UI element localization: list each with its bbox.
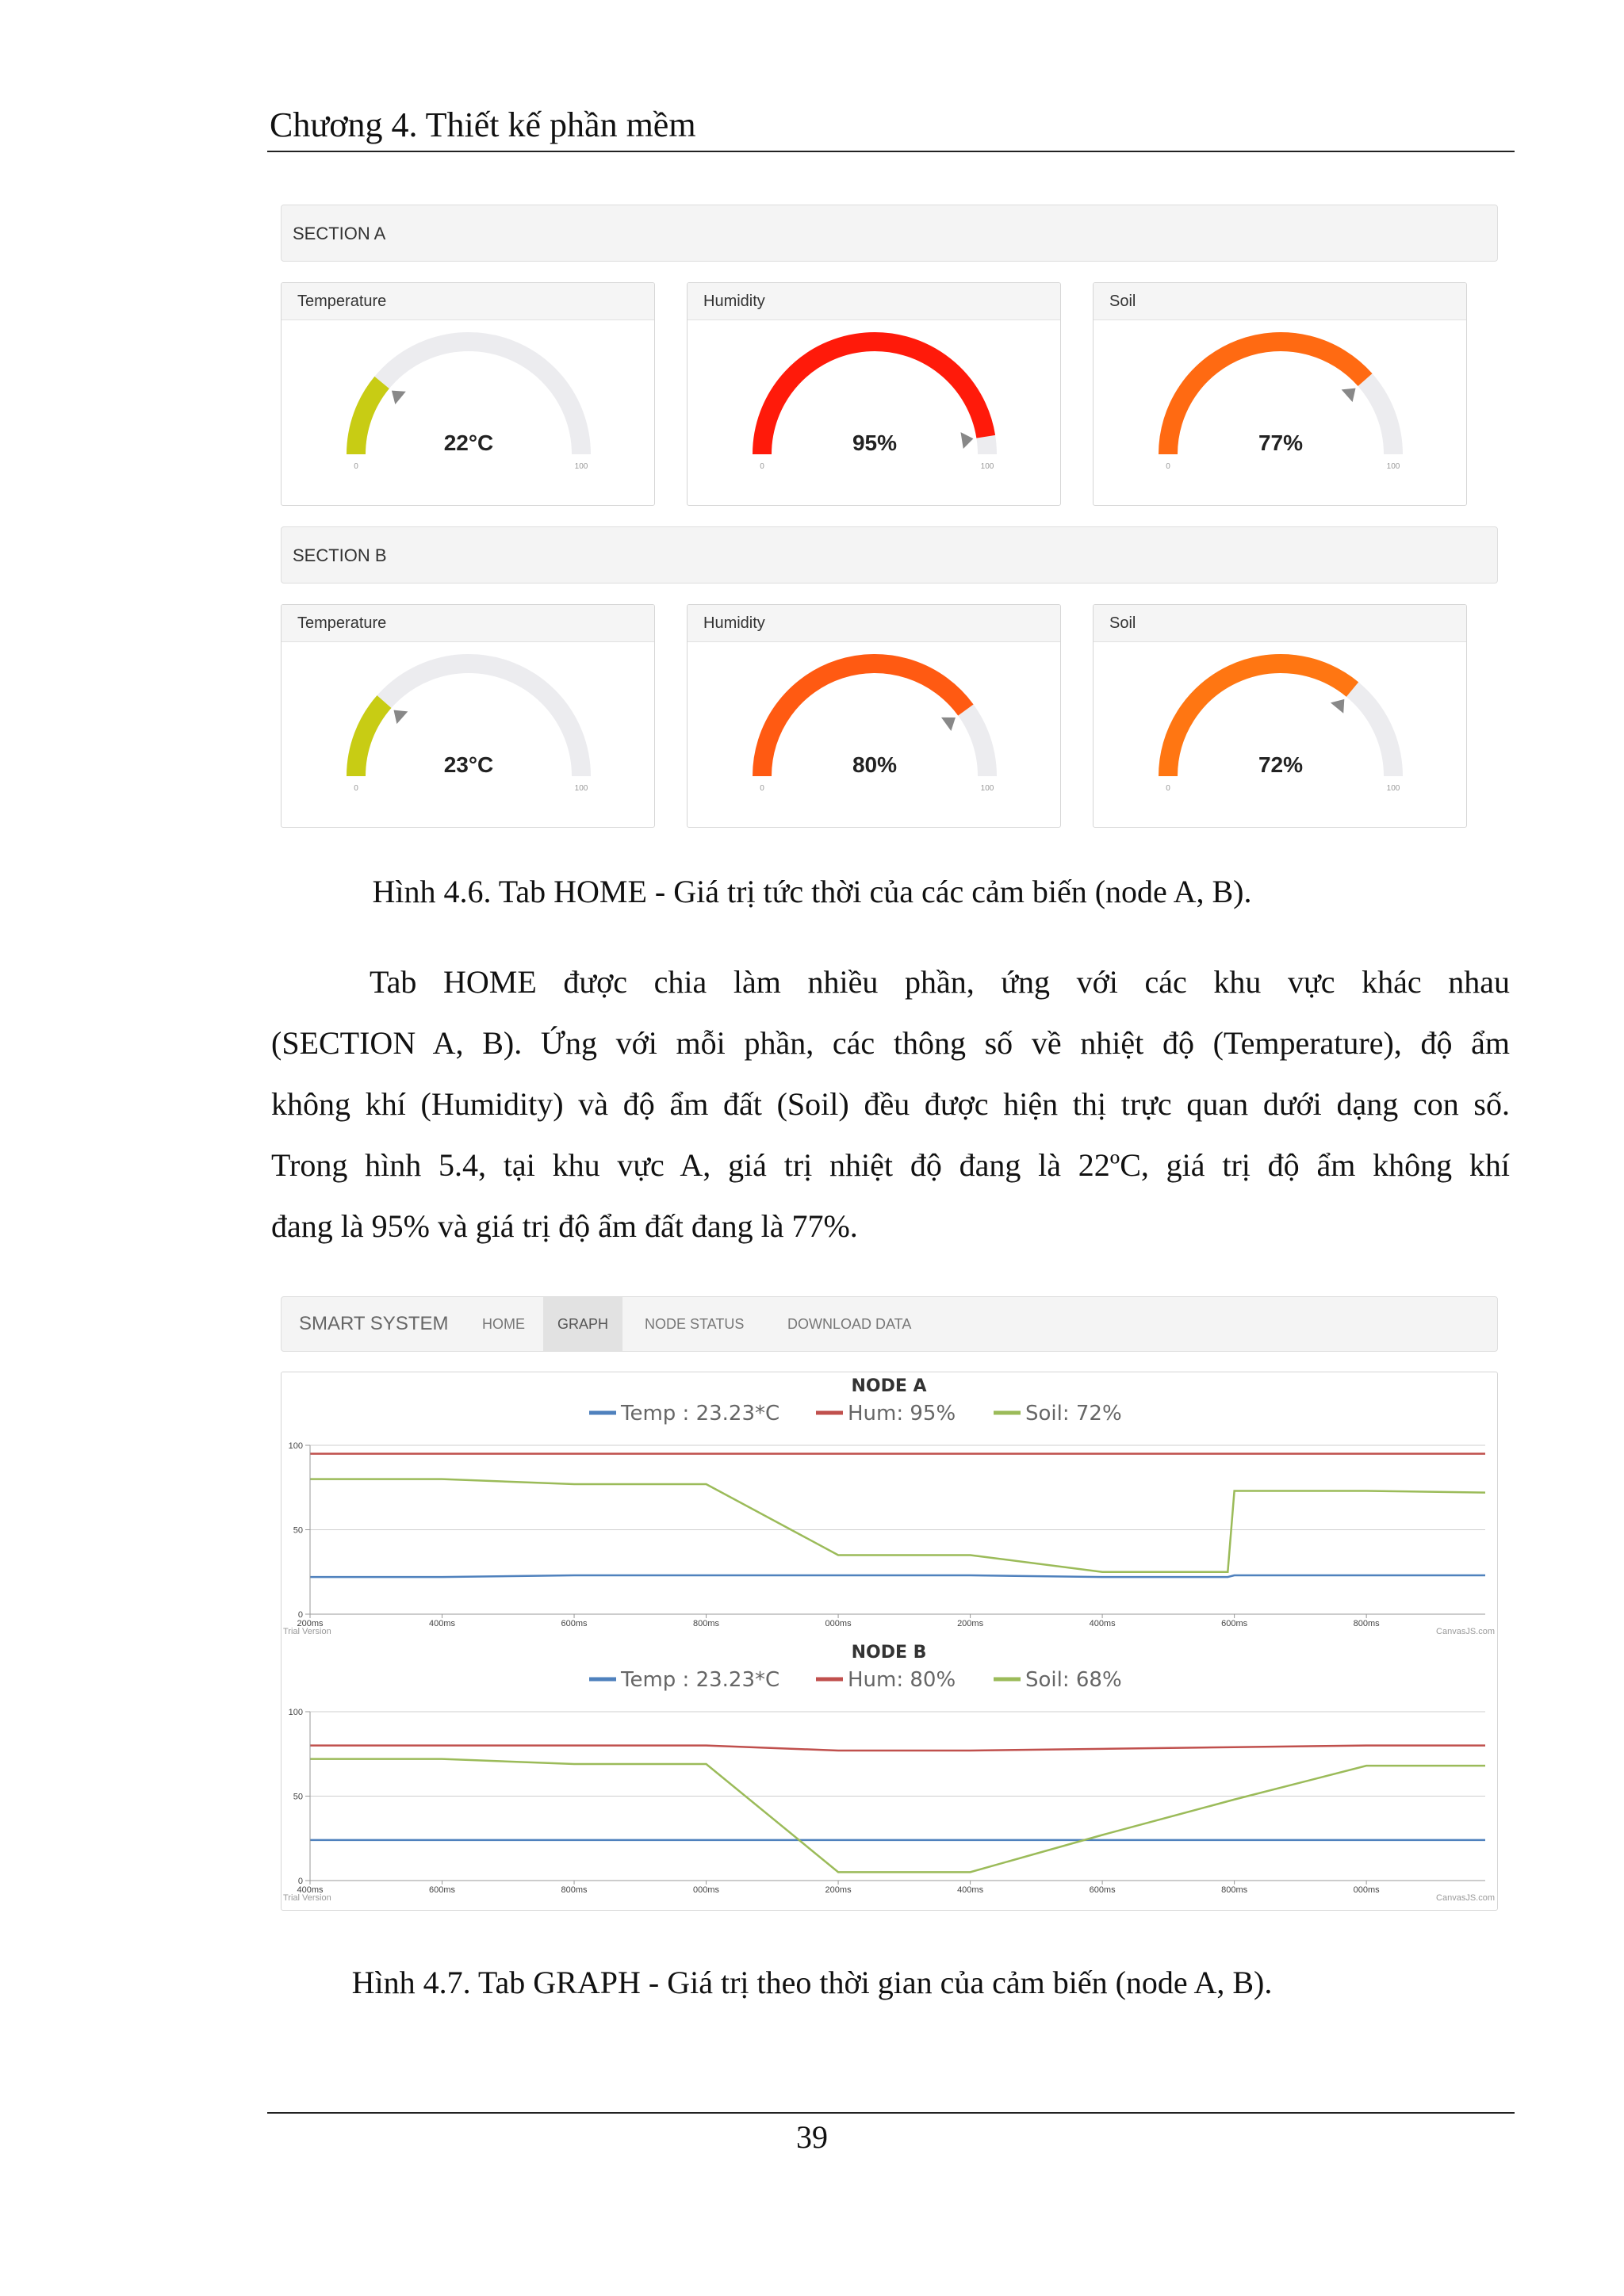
series-line <box>310 1479 1485 1572</box>
gauge-min-label: 0 <box>760 784 764 793</box>
gauge-card-title: Temperature <box>282 283 654 320</box>
x-tick-label: 400ms <box>957 1885 984 1895</box>
x-tick-label: 200ms <box>297 1619 324 1628</box>
paragraph-line: Trong hình 5.4, tại khu vực A, giá trị nhiệt độ đang là 22ºC, giá trị độ ẩm không khí <box>271 1147 1510 1183</box>
chapter-title: Chương 4. Thiết kế phần mềm <box>270 105 696 144</box>
series-line <box>310 1746 1485 1751</box>
y-tick-label: 100 <box>288 1708 303 1717</box>
x-tick-label: 000ms <box>825 1619 852 1628</box>
chart-credit-link[interactable]: CanvasJS.com <box>1436 1627 1495 1636</box>
paragraph-line: không khí (Humidity) và độ ẩm đất (Soil) đều được hiện thị trực quan dưới dạng con số. <box>271 1086 1510 1122</box>
gauge-card-b-temperature <box>281 604 655 828</box>
nav-graph[interactable]: GRAPH <box>543 1297 622 1351</box>
x-tick-label: 000ms <box>1353 1885 1380 1895</box>
gauge-card-title: Soil <box>1094 605 1466 642</box>
x-tick-label: 200ms <box>957 1619 984 1628</box>
legend-label: Soil: 68% <box>1025 1668 1122 1692</box>
footer-rule <box>267 2112 1515 2114</box>
app-navbar <box>281 1296 1498 1352</box>
x-tick-label: 000ms <box>693 1885 720 1895</box>
gauge-pointer-icon <box>1331 699 1344 714</box>
x-tick-label: 200ms <box>825 1885 852 1895</box>
gauge-pointer-icon <box>941 718 956 731</box>
gauge-pointer-icon <box>393 710 408 724</box>
gauge-max-label: 100 <box>1386 462 1400 471</box>
x-tick-label: 600ms <box>561 1619 588 1628</box>
gauge-card-a-humidity <box>687 282 1061 506</box>
gauge-max-label: 100 <box>980 784 994 793</box>
page-number: 39 <box>796 2119 828 2155</box>
x-tick-label: 400ms <box>1089 1619 1116 1628</box>
section-b-header: SECTION B <box>281 526 1498 584</box>
legend-label: Hum: 80% <box>848 1668 956 1692</box>
x-tick-label: 800ms <box>693 1619 720 1628</box>
paragraph-line: (SECTION A, B). Ứng với mỗi phần, các thông số về nhiệt độ (Temperature), độ ẩm <box>271 1025 1510 1061</box>
temperature-gauge <box>282 320 655 506</box>
gauge-max-label: 100 <box>1386 784 1400 793</box>
paragraph-line: Tab HOME được chia làm nhiều phần, ứng với các khu vực khác nhau <box>370 964 1510 1000</box>
soil-gauge <box>1094 320 1467 506</box>
y-tick-label: 50 <box>293 1525 303 1536</box>
gauge-min-label: 0 <box>1166 462 1170 471</box>
legend-label: Temp : 23.23*C <box>621 1668 780 1692</box>
gauge-pointer-icon <box>392 391 406 404</box>
gauge-value: 80% <box>852 752 898 777</box>
humidity-gauge <box>688 320 1061 506</box>
x-tick-label: 600ms <box>1089 1885 1116 1895</box>
x-tick-label: 800ms <box>1221 1885 1248 1895</box>
nav-node-status[interactable]: NODE STATUS <box>645 1316 745 1332</box>
gauge-card-title: Temperature <box>282 605 654 642</box>
watermark-text: Trial Version <box>283 1893 331 1903</box>
y-tick-label: 0 <box>297 1610 303 1620</box>
x-tick-label: 800ms <box>1353 1619 1380 1628</box>
gauge-card-title: Soil <box>1094 283 1466 320</box>
gauge-pointer-icon <box>960 432 973 449</box>
brand-logo[interactable]: SMART SYSTEM <box>299 1313 449 1334</box>
gauge-pointer-icon <box>1342 388 1356 402</box>
soil-gauge <box>1094 641 1467 828</box>
x-tick-label: 800ms <box>561 1885 588 1895</box>
figure-caption: Hình 4.7. Tab GRAPH - Giá trị theo thời gian của cảm biến (node A, B). <box>351 1965 1273 2000</box>
chart-title: NODE A <box>851 1376 927 1396</box>
figure-caption: Hình 4.6. Tab HOME - Giá trị tức thời của các cảm biến (node A, B). <box>372 874 1252 909</box>
sensor-line-charts <box>282 1372 1497 1910</box>
chart-title: NODE B <box>851 1643 927 1663</box>
series-line <box>310 1575 1485 1577</box>
gauge-value: 95% <box>852 430 898 455</box>
gauge-min-label: 0 <box>1166 784 1170 793</box>
gauge-value: 22°C <box>443 430 494 455</box>
x-tick-label: 400ms <box>297 1885 324 1895</box>
watermark-text: Trial Version <box>283 1627 331 1636</box>
gauge-card-b-humidity <box>687 604 1061 828</box>
y-tick-label: 0 <box>297 1877 303 1886</box>
gauge-fill <box>356 382 382 454</box>
gauge-value: 72% <box>1258 752 1304 777</box>
legend-label: Temp : 23.23*C <box>621 1402 780 1425</box>
gauge-card-a-soil <box>1093 282 1467 506</box>
nav-download-data[interactable]: DOWNLOAD DATA <box>787 1316 912 1332</box>
y-tick-label: 50 <box>293 1792 303 1802</box>
gauge-min-label: 0 <box>354 462 358 471</box>
temperature-gauge <box>282 641 655 828</box>
legend-label: Soil: 72% <box>1025 1402 1122 1425</box>
gauge-max-label: 100 <box>574 784 588 793</box>
nav-home[interactable]: HOME <box>482 1316 525 1332</box>
gauge-card-b-soil <box>1093 604 1467 828</box>
graph-panel <box>281 1372 1498 1911</box>
x-tick-label: 600ms <box>429 1885 456 1895</box>
legend-label: Hum: 95% <box>848 1402 956 1425</box>
gauge-card-title: Humidity <box>688 283 1060 320</box>
gauge-card-a-temperature <box>281 282 655 506</box>
series-line <box>310 1759 1485 1873</box>
gauge-max-label: 100 <box>980 462 994 471</box>
gauge-fill <box>356 702 384 776</box>
gauge-min-label: 0 <box>354 784 358 793</box>
chart-credit-link[interactable]: CanvasJS.com <box>1436 1893 1495 1903</box>
paragraph-line: đang là 95% và giá trị độ ẩm đất đang là 77%. <box>271 1208 858 1244</box>
header-rule <box>267 151 1515 152</box>
x-tick-label: 600ms <box>1221 1619 1248 1628</box>
gauge-value: 23°C <box>443 752 494 777</box>
humidity-gauge <box>688 641 1061 828</box>
gauge-card-title: Humidity <box>688 605 1060 642</box>
gauge-max-label: 100 <box>574 462 588 471</box>
gauge-value: 77% <box>1258 430 1304 455</box>
x-tick-label: 400ms <box>429 1619 456 1628</box>
section-a-header: SECTION A <box>281 205 1498 262</box>
gauge-min-label: 0 <box>760 462 764 471</box>
body-paragraph <box>271 951 1510 1257</box>
y-tick-label: 100 <box>288 1441 303 1451</box>
